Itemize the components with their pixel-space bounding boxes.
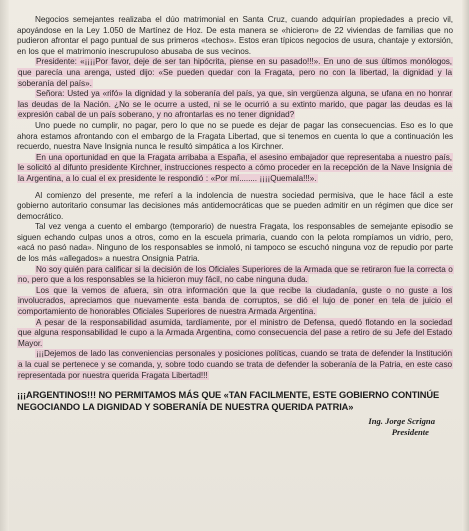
- paragraph-2: [17, 57, 453, 89]
- paragraph-1-text: Negocios semejantes realizaba el dúo matrimonial en Santa Cruz, cuando adquirían propiedades a precio vil, apoyándose en la Ley 1.050 de Martínez de Hoz. De esta manera se «hicieron» de 22 viviendas de familias que no pudieron afrontar el pago puntual de sus primeros «techos». Estos eran típicos negocios de usura, chantaje y extorsión, en los que el matrimonio inescrupuloso abusaba de sus vecinos.: [17, 15, 453, 56]
- closing-slogan: ¡¡¡ARGENTINOS!!! NO PERMITAMOS MÁS QUE «TAN FACILMENTE, ESTE GOBIERNO CONTINÚE NEGOCIANDO LA DIGNIDAD Y SOBERANÍA DE NUESTRA QUERIDA PATRIA»: [17, 390, 440, 413]
- paragraph-1: [17, 15, 453, 57]
- signature-role: Presidente: [391, 426, 429, 437]
- paragraph-8-text: No soy quién para calificar si la decisión de los Oficiales Superiores de la Armada que se retiraron fue la correcta o no, pero que a los responsables se la hicieron muy fácil, no cabe ninguna duda.: [18, 264, 453, 285]
- signature-block: [17, 416, 453, 438]
- paragraph-2-text: Presidente: «¡¡¡¡Por favor, deje de ser tan hipócrita, piense en su pasado!!!». En uno de sus últimos monólogos, que parecía una arenga, usted dijo: «Se pueden quedar con la Fragata, pero no con la libertad, la dignidad y la soberanía del país».: [18, 57, 452, 88]
- paragraph-7-text: Tal vez venga a cuento el embargo (temporario) de nuestra Fragata, los responsables de semejante episodio se siguen echando culpas unos a otros, como en la escuela primaria, cuando con la pelota rompíamos un vidrio, pero, «acá no pasó nada». Ninguno de los responsables se inmoló, ni tampoco se escuchó ninguna voz de repudio por parte de los más «allegados» a nuestra Onsignia Patria.: [17, 222, 453, 264]
- paragraph-11: [17, 349, 453, 381]
- page-edge-left: [0, 0, 9, 531]
- paragraph-5-text: En una oportunidad en que la Fragata arribaba a España, el asesino embajador que representaba a nuestro país, le solicitó al difunto presidente Kirchner, instrucciones respecto a cómo proceder en la recepción de la Nave Insignia de la Argentina, a lo cual el ex presidente le respondió : «Por mí........ ¡¡¡¡Quemala!!!».: [18, 152, 452, 183]
- paragraph-3-text: Señora: Usted ya «rifó» la dignidad y la soberanía del país, ya que, sin vergüenza alguna, se ufana en no honrar las deudas de la Nación. ¿No se le ocurre a usted, ni se le ocurrió a su extinto marido, que pagar las deudas es la expresión cabal de un país soberano, y no afrontarlas es no tener dignidad?: [18, 89, 452, 120]
- paragraph-5: [17, 153, 453, 185]
- paragraph-9-text: Los que la vemos de afuera, sin otra información que la que recibe la ciudadanía, guste o no guste a los involucrados, apreciamos que nuevamente esta banda de corruptos, se dió el lujo de poner en tela de juicio el comportamiento de honorables Oficiales Superiores de nuestra Armada Argentina.: [18, 285, 452, 317]
- paragraph-4: [17, 121, 453, 153]
- paragraph-10-text: A pesar de la responsabilidad asumida, tardíamente, por el ministro de Defensa, quedó flotando en la sociedad que alguna responsabilidad le cupo a la Armada Argentina, como consecuencia del pase a retiro de su Jefe del Estado Mayor.: [18, 317, 452, 348]
- paragraph-10: [17, 318, 453, 350]
- paragraph-6: [17, 191, 453, 223]
- paragraph-11-text: ¡¡¡Dejemos de lado las conveniencias personales y posiciones políticas, cuando se trata de defender la Institución a la cual se pertenece y se comanda, y, sobre todo cuando se trata de defender la soberanía de la Patria, en este caso representada por nuestra querida Fragata Libertad!!!: [18, 349, 452, 380]
- page-edge-right: [462, 0, 469, 531]
- paragraph-4-text: Uno puede no cumplir, no pagar, pero lo que no se puede es dejar de pagar las consecuencias. Eso es lo que ahora estamos afrontando con el embargo de la Fragata Libertad, que si tenemos en cuenta lo que a continuación les recuerdo, nuestra Nave Insignia nunca le resultó simpática a los Kirchner.: [17, 120, 453, 152]
- paragraph-6-text: Al comienzo del presente, me referí a la indolencia de nuestra sociedad permisiva, que le hace fácil a este gobierno autoritario consumar las decisiones más antidemocráticas que se pueden admitir en un régimen que dice ser democrático.: [17, 190, 453, 221]
- paragraph-3: [17, 89, 453, 121]
- paragraph-9: [17, 286, 453, 318]
- paragraph-7: [17, 222, 453, 264]
- paragraph-8: [17, 265, 453, 286]
- signature-name: Ing. Jorge Scrigna: [368, 415, 435, 426]
